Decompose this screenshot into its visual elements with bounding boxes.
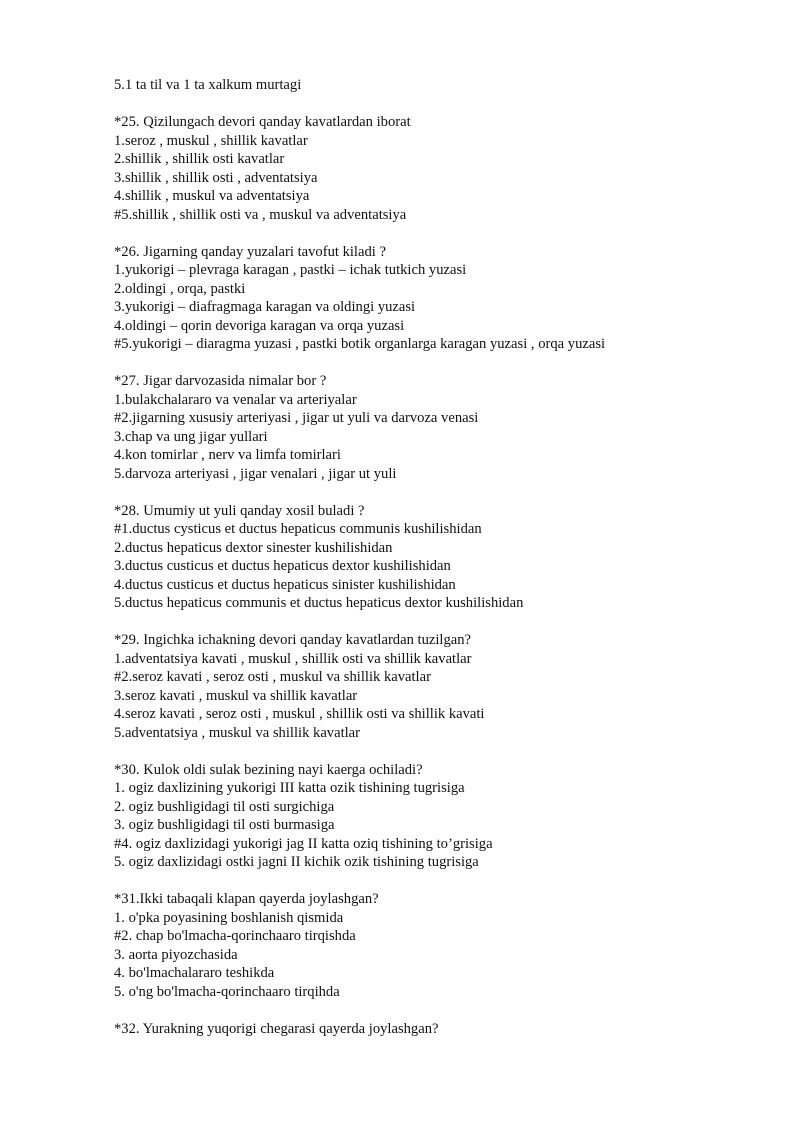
question-block-27 — [114, 372, 774, 483]
question-block-25 — [114, 113, 774, 224]
option-31-5: 5. o'ng bo'lmacha-qorinchaaro tirqihda — [114, 983, 340, 1000]
option-31-2: #2. chap bo'lmacha-qorinchaaro tirqishda — [114, 928, 356, 944]
question-block-30 — [114, 761, 774, 872]
option-28-1: #1.ductus cysticus et ductus hepaticus communis kushilishidan — [114, 521, 482, 537]
question-block-32 — [114, 1020, 774, 1039]
intro-line: 5.1 ta til va 1 ta xalkum murtagi — [114, 77, 302, 93]
question-block-26 — [114, 243, 774, 354]
document-text — [114, 76, 774, 1038]
blank-line — [114, 872, 774, 891]
question-30: *30. Kulok oldi sulak bezining nayi kaerga ochiladi? — [114, 761, 423, 778]
option-27-5: 5.darvoza arteriyasi , jigar venalari , jigar ut yuli — [114, 465, 397, 482]
option-28-4: 4.ductus custicus et ductus hepaticus sinister kushilishidan — [114, 576, 456, 593]
option-25-3: 3.shillik , shillik osti , adventatsiya — [114, 169, 318, 186]
blank-line — [114, 613, 774, 632]
option-29-2: #2.seroz kavati , seroz osti , muskul va shillik kavatlar — [114, 669, 431, 685]
option-26-3: 3.yukorigi – diafragmaga karagan va oldingi yuzasi — [114, 299, 416, 315]
option-27-1: 1.bulakchalararo va venalar va arteriyalar — [114, 391, 357, 408]
blank-line — [114, 1001, 774, 1020]
question-26: *26. Jigarning qanday yuzalari tavofut kiladi ? — [114, 243, 386, 260]
option-26-1: 1.yukorigi – plevraga karagan , pastki – ichak tutkich yuzasi — [114, 262, 467, 278]
option-29-4: 4.seroz kavati , seroz osti , muskul , shillik osti va shillik kavati — [114, 706, 485, 722]
option-30-5: 5. ogiz daxlizidagi ostki jagni II kichik ozik tishining tugrisiga — [114, 854, 479, 870]
option-28-2: 2.ductus hepaticus dextor sinester kushilishidan — [114, 539, 393, 556]
option-31-4: 4. bo'lmachalararo teshikda — [114, 965, 275, 981]
blank-line — [114, 483, 774, 502]
option-27-4: 4.kon tomirlar , nerv va limfa tomirlari — [114, 447, 341, 463]
option-31-1: 1. o'pka poyasining boshlanish qismida — [114, 909, 344, 926]
question-29: *29. Ingichka ichakning devori qanday kavatlardan tuzilgan? — [114, 632, 472, 648]
question-31: *31.Ikki tabaqali klapan qayerda joylashgan? — [114, 891, 379, 907]
question-28: *28. Umumiy ut yuli qanday xosil buladi ? — [114, 502, 365, 519]
option-29-3: 3.seroz kavati , muskul va shillik kavatlar — [114, 687, 358, 704]
blank-line — [114, 354, 774, 373]
option-25-4: 4.shillik , muskul va adventatsiya — [114, 188, 310, 204]
option-25-1: 1.seroz , muskul , shillik kavatlar — [114, 132, 308, 149]
question-block-29 — [114, 631, 774, 742]
option-29-1: 1.adventatsiya kavati , muskul , shillik osti va shillik kavatlar — [114, 650, 472, 667]
option-28-3: 3.ductus custicus et ductus hepaticus dextor kushilishidan — [114, 558, 451, 574]
question-25: *25. Qizilungach devori qanday kavatlardan iborat — [114, 114, 411, 130]
option-26-4: 4.oldingi – qorin devoriga karagan va orqa yuzasi — [114, 317, 405, 334]
option-28-5: 5.ductus hepaticus communis et ductus hepaticus dextor kushilishidan — [114, 595, 524, 611]
question-32: *32. Yurakning yuqorigi chegarasi qayerda joylashgan? — [114, 1020, 439, 1037]
option-29-5: 5.adventatsiya , muskul va shillik kavatlar — [114, 724, 361, 741]
option-30-1: 1. ogiz daxlizining yukorigi III katta ozik tishining tugrisiga — [114, 780, 465, 796]
option-30-4: #4. ogiz daxlizidagi yukorigi jag II katta oziq tishining to’grisiga — [114, 835, 493, 852]
blank-line — [114, 95, 774, 114]
option-25-2: 2.shillik , shillik osti kavatlar — [114, 151, 285, 167]
option-30-3: 3. ogiz bushligidagi til osti burmasiga — [114, 817, 335, 833]
question-block-31 — [114, 890, 774, 1001]
option-27-3: 3.chap va ung jigar yullari — [114, 428, 268, 445]
option-30-2: 2. ogiz bushligidagi til osti surgichiga — [114, 798, 335, 815]
blank-line — [114, 742, 774, 761]
option-26-5: #5.yukorigi – diaragma yuzasi , pastki botik organlarga karagan yuzasi , orqa yuzasi — [114, 336, 606, 352]
blank-line — [114, 224, 774, 243]
option-31-3: 3. aorta piyozchasida — [114, 946, 238, 963]
question-27: *27. Jigar darvozasida nimalar bor ? — [114, 373, 327, 389]
option-26-2: 2.oldingi , orqa, pastki — [114, 280, 246, 297]
option-27-2: #2.jigarning xususiy arteriyasi , jigar ut yuli va darvoza venasi — [114, 410, 479, 426]
option-25-5: #5.shillik , shillik osti va , muskul va adventatsiya — [114, 206, 407, 223]
question-block-28 — [114, 502, 774, 613]
